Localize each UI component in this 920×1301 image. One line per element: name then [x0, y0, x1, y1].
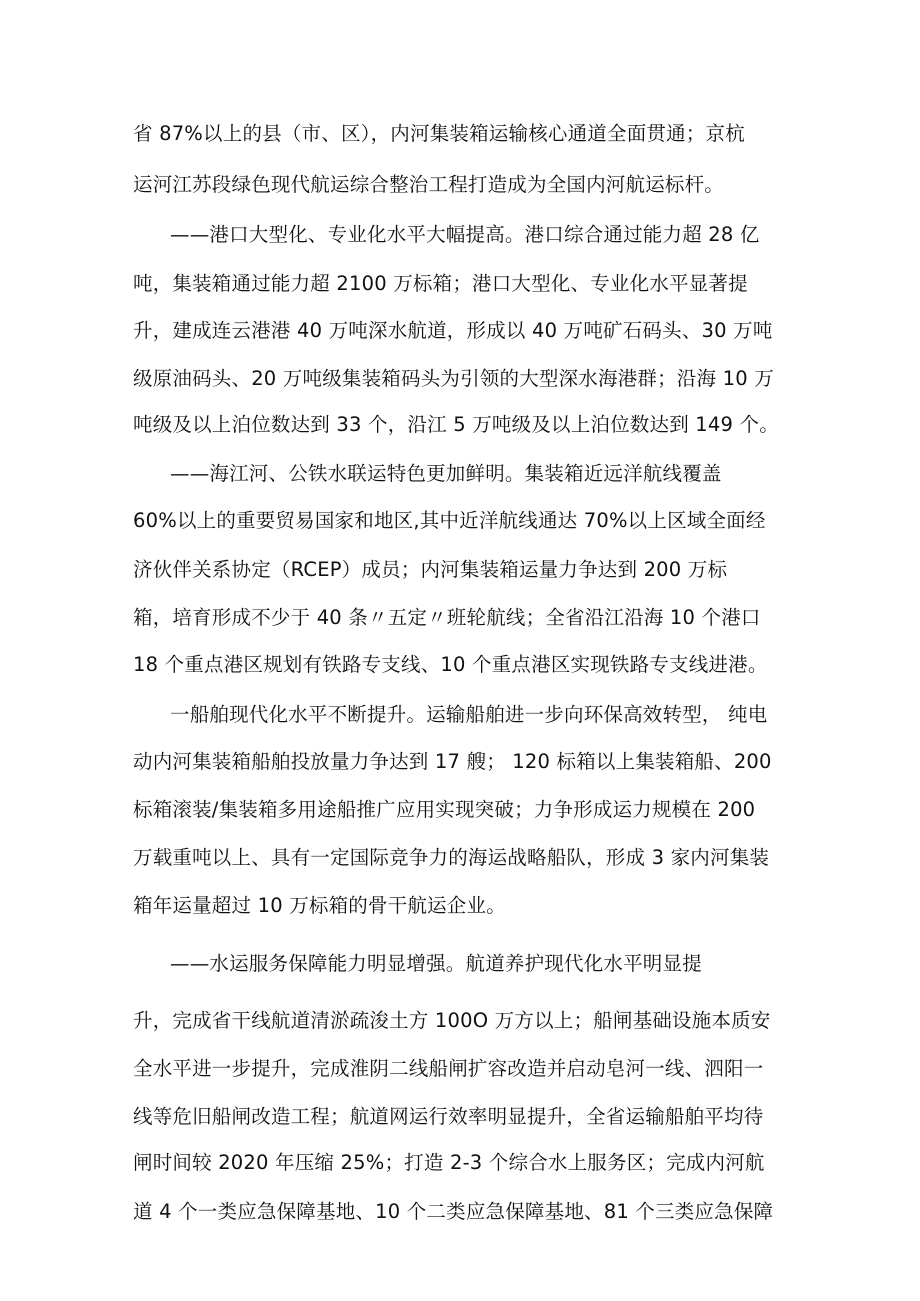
paragraph-line: 吨，集装箱通过能力超 2100 万标箱；港口大型化、专业化水平显著提 — [133, 272, 748, 295]
paragraph-line: 动内河集装箱船舶投放量力争达到 17 艘； 120 标箱以上集装箱船、200 — [133, 750, 772, 773]
paragraph-line: 全水平进一步提升，完成淮阴二线船闸扩容改造并启动皂河一线、泗阳一 — [133, 1057, 764, 1080]
paragraph-line: 万载重吨以上、具有一定国际竞争力的海运战略船队，形成 3 家内河集装 — [133, 846, 770, 869]
paragraph-line: 标箱滚装/集装箱多用途船推广应用实现突破；力争形成运力规模在 200 — [133, 798, 756, 821]
paragraph-line: 一船舶现代化水平不断提升。运输船舶进一步向环保高效转型， 纯电 — [170, 703, 768, 726]
paragraph-line: ——水运服务保障能力明显增强。航道养护现代化水平明显提 — [170, 952, 702, 975]
paragraph-line: 运河江苏段绿色现代航运综合整治工程打造成为全国内河航运标杆。 — [133, 173, 725, 196]
paragraph-line: ——港口大型化、专业化水平大幅提高。港口综合通过能力超 28 亿 — [170, 223, 760, 246]
paragraph-line: ——海江河、公铁水联运特色更加鲜明。集装箱近远洋航线覆盖 — [170, 462, 722, 485]
paragraph-line: 箱，培育形成不少于 40 条〃五定〃班轮航线；全省沿江沿海 10 个港口 — [133, 606, 761, 629]
paragraph-line: 线等危旧船闸改造工程；航道网运行效率明显提升，全省运输船舶平均待 — [133, 1105, 764, 1128]
paragraph-line: 省 87%以上的县（市、区），内河集装箱运输核心通道全面贯通；京杭 — [133, 122, 745, 145]
paragraph-line: 升，建成连云港港 40 万吨深水航道，形成以 40 万吨矿石码头、30 万吨 — [133, 319, 773, 342]
paragraph-line: 级原油码头、20 万吨级集装箱码头为引领的大型深水海港群；沿海 10 万 — [133, 367, 774, 390]
paragraph-line: 道 4 个一类应急保障基地、10 个二类应急保障基地、81 个三类应急保障 — [133, 1200, 774, 1223]
paragraph-line: 升，完成省干线航道清淤疏浚土方 100O 万方以上；船闸基础设施本质安 — [133, 1009, 771, 1032]
paragraph-line: 箱年运量超过 10 万标箱的骨干航运企业。 — [133, 894, 506, 917]
paragraph-line: 吨级及以上泊位数达到 33 个，沿江 5 万吨级及以上泊位数达到 149 个。 — [133, 413, 779, 436]
paragraph-line: 18 个重点港区规划有铁路专支线、10 个重点港区实现铁路专支线进港。 — [133, 653, 768, 676]
paragraph-line: 济伙伴关系协定（RCEP）成员；内河集装箱运量力争达到 200 万标 — [133, 558, 728, 581]
paragraph-line: 60%以上的重要贸易国家和地区,其中近洋航线通达 70%以上区域全面经 — [133, 509, 766, 532]
paragraph-line: 闸时间较 2020 年压缩 25%；打造 2-3 个综合水上服务区；完成内河航 — [133, 1151, 765, 1174]
